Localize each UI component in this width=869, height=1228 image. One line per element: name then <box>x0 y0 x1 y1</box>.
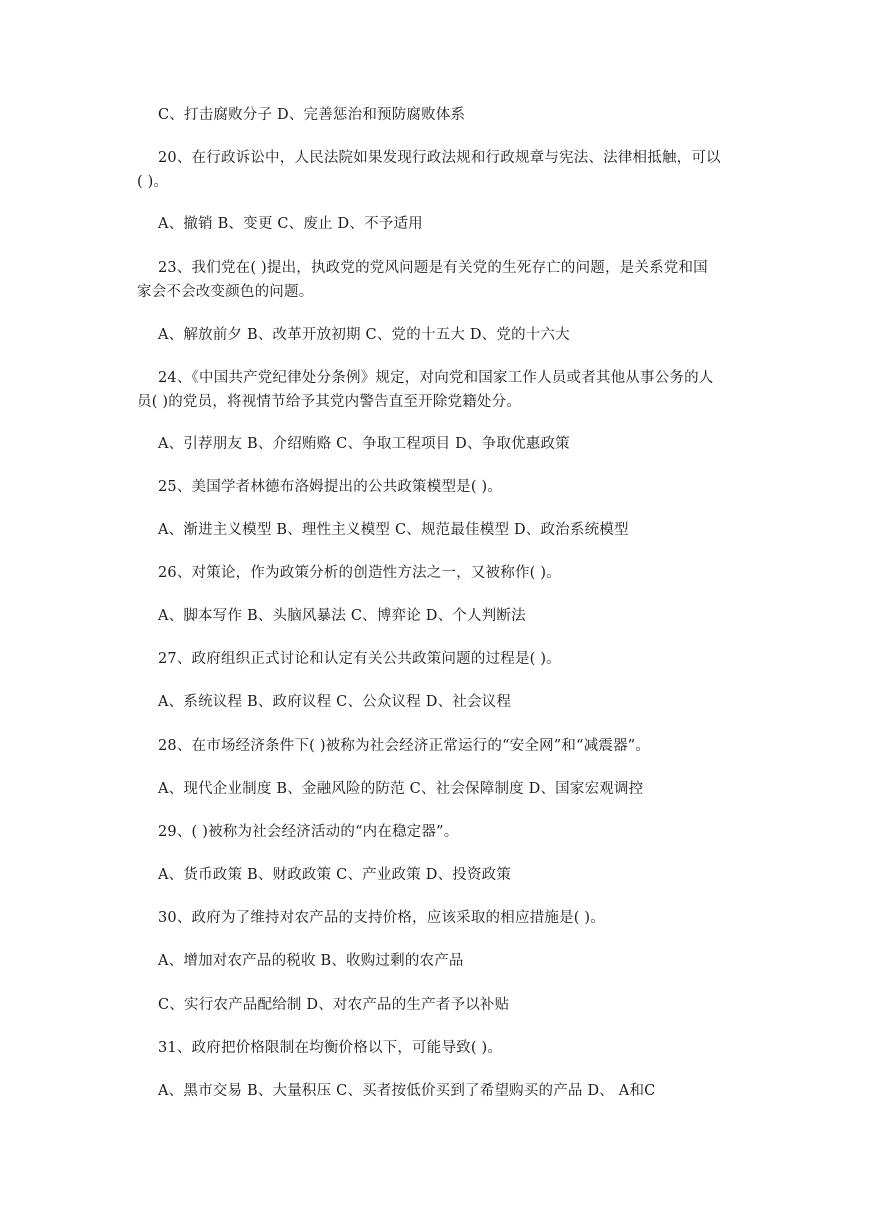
question-29: 29、( )被称为社会经济活动的“内在稳定器”。 <box>158 824 459 840</box>
option-line: C、实行农产品配给制 D、对农产品的生产者予以补贴 <box>158 997 510 1013</box>
option-line: A、脚本写作 B、头脑风暴法 C、博弈论 D、个人判断法 <box>158 608 526 624</box>
option-line: A、增加对农产品的税收 B、收购过剩的农产品 <box>158 953 464 969</box>
question-28: 28、在市场经济条件下( )被称为社会经济正常运行的“安全网”和“减震器”。 <box>158 738 651 754</box>
question-25: 25、美国学者林德布洛姆提出的公共政策模型是( )。 <box>158 479 503 495</box>
question-27: 27、政府组织正式讨论和认定有关公共政策问题的过程是( )。 <box>158 651 561 667</box>
question-24-continued: 员( )的党员，将视情节给予其党内警告直至开除党籍处分。 <box>137 394 522 410</box>
option-line: A、货币政策 B、财政政策 C、产业政策 D、投资政策 <box>158 867 512 883</box>
option-line: A、渐进主义模型 B、理性主义模型 C、规范最佳模型 D、政治系统模型 <box>158 522 629 538</box>
question-20-continued: ( )。 <box>137 174 169 190</box>
option-line: C、打击腐败分子 D、完善惩治和预防腐败体系 <box>158 107 466 123</box>
option-line: A、系统议程 B、政府议程 C、公众议程 D、社会议程 <box>158 694 512 710</box>
option-line: A、解放前夕 B、改革开放初期 C、党的十五大 D、党的十六大 <box>158 327 570 343</box>
question-30: 30、政府为了维持对农产品的支持价格，应该采取的相应措施是( )。 <box>158 910 605 926</box>
question-20: 20、在行政诉讼中，人民法院如果发现行政法规和行政规章与宪法、法律相抵触，可以 <box>158 150 721 166</box>
option-line: A、引荐朋友 B、介绍贿赂 C、争取工程项目 D、争取优惠政策 <box>158 436 570 452</box>
question-23: 23、我们党在( )提出，执政党的党风问题是有关党的生死存亡的问题，是关系党和国 <box>158 260 708 276</box>
question-24: 24、《中国共产党纪律处分条例》规定，对向党和国家工作人员或者其他从事公务的人 <box>158 370 714 386</box>
option-line: A、黑市交易 B、大量积压 C、买者按低价买到了希望购买的产品 D、 A和C <box>158 1083 656 1099</box>
option-line: A、现代企业制度 B、金融风险的防范 C、社会保障制度 D、国家宏观调控 <box>158 781 644 797</box>
question-23-continued: 家会不会改变颜色的问题。 <box>137 284 314 300</box>
question-26: 26、对策论，作为政策分析的创造性方法之一，又被称作( )。 <box>158 565 561 581</box>
option-line: A、撤销 B、变更 C、废止 D、不予适用 <box>158 216 423 232</box>
question-31: 31、政府把价格限制在均衡价格以下，可能导致( )。 <box>158 1040 503 1056</box>
